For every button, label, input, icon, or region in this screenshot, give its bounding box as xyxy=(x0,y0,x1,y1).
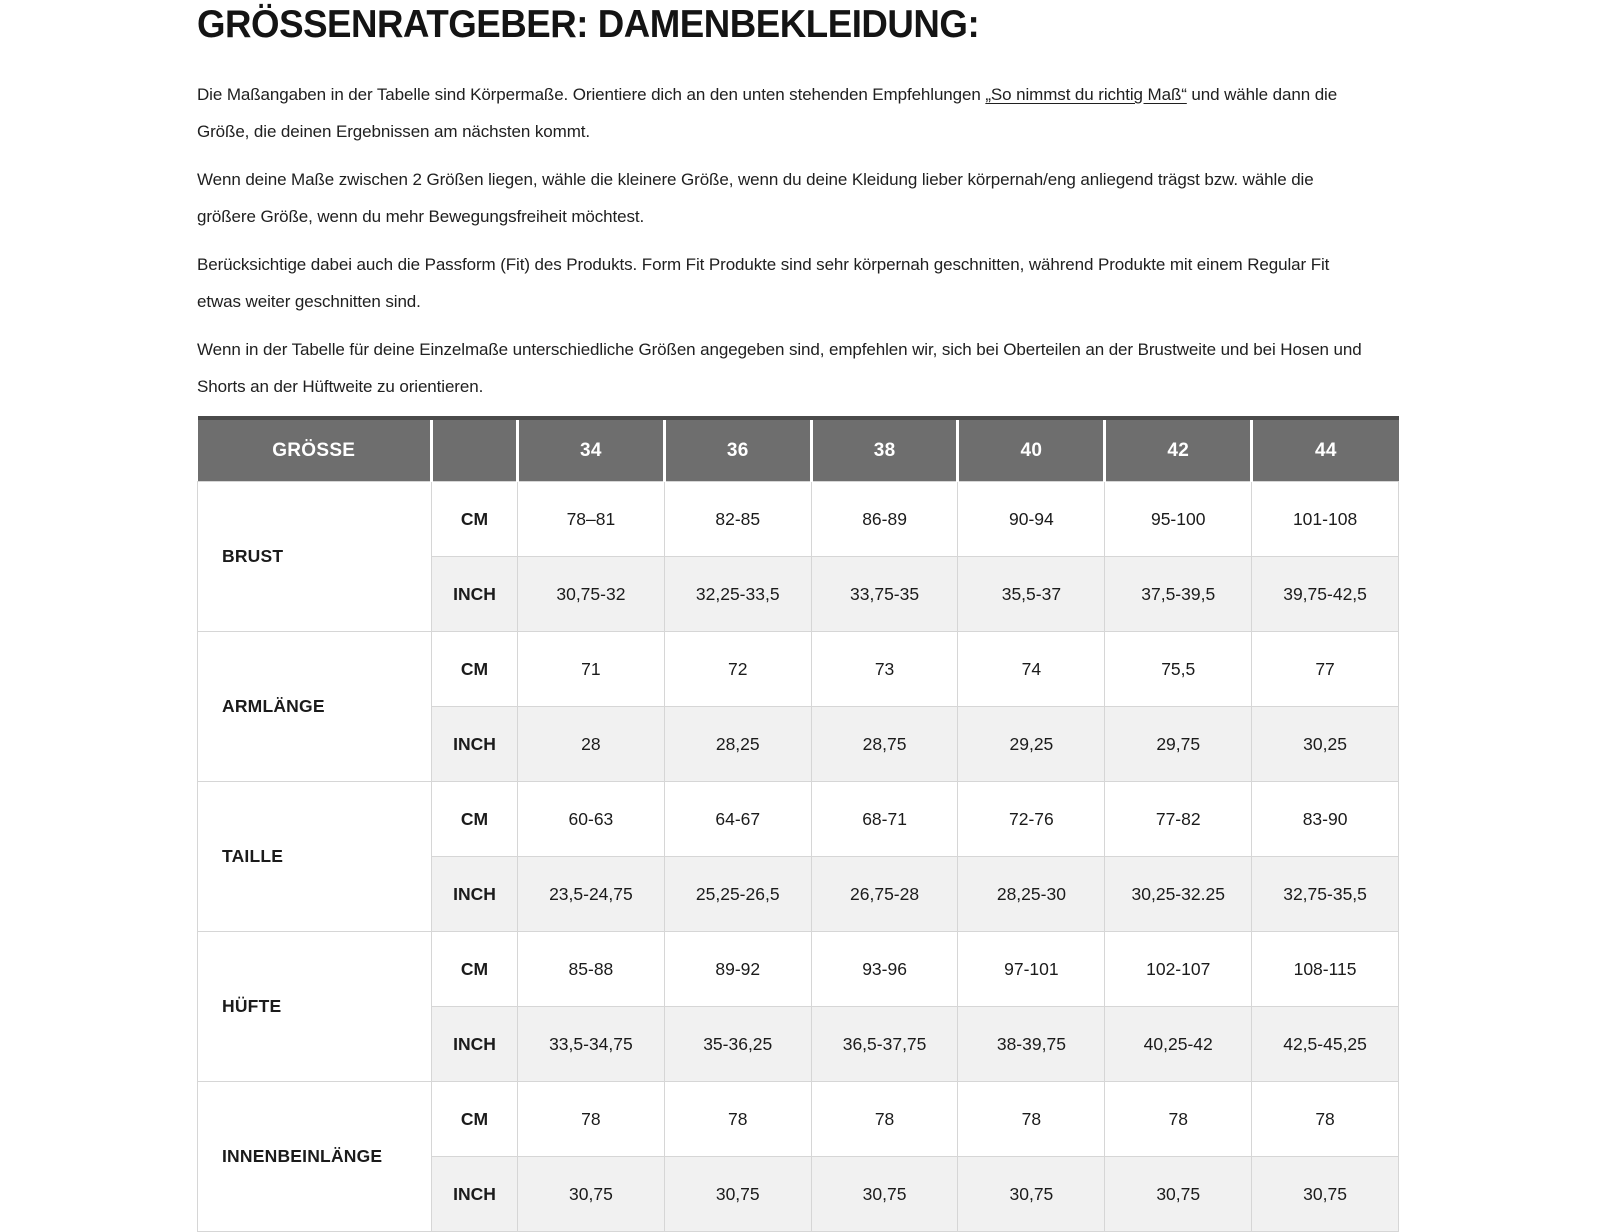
group-label-huefte: HÜFTE xyxy=(198,932,432,1082)
intro-paragraph-1-pre: Die Maßangaben in der Tabelle sind Körpermaße. Orientiere dich an den unten stehenden Empfehlungen xyxy=(197,85,986,104)
value-cell: 23,5-24,75 xyxy=(518,857,665,932)
intro-paragraph-1-post: und wähle dann die Größe, die deinen Ergebnissen am nächsten kommt. xyxy=(197,85,1338,141)
header-size-36: 36 xyxy=(664,418,811,482)
header-size-34: 34 xyxy=(518,418,665,482)
size-guide-page xyxy=(0,4,1399,1232)
value-cell: 30,75 xyxy=(518,1157,665,1232)
group-label-innenbeinlaenge: INNENBEINLÄNGE xyxy=(198,1082,432,1232)
value-cell: 29,25 xyxy=(958,707,1105,782)
value-cell: 37,5-39,5 xyxy=(1105,557,1252,632)
value-cell: 28,25-30 xyxy=(958,857,1105,932)
intro-paragraph-4: Wenn in der Tabelle für deine Einzelmaße unterschiedliche Größen angegeben sind, empfehlen wir, sich bei Oberteilen an der Brustweite und bei Hosen und Shorts an der Hüftweite zu orientieren. xyxy=(197,340,1362,396)
value-cell: 30,75 xyxy=(1105,1157,1252,1232)
innenbeinlaenge-cm-row xyxy=(198,1082,1399,1157)
value-cell: 25,25-26,5 xyxy=(664,857,811,932)
value-cell: 89-92 xyxy=(664,932,811,1007)
intro-paragraph-3: Berücksichtige dabei auch die Passform (Fit) des Produkts. Form Fit Produkte sind sehr körpernah geschnitten, während Produkte mit einem Regular Fit etwas weiter geschnitten sind. xyxy=(197,255,1330,311)
value-cell: 35,5-37 xyxy=(958,557,1105,632)
value-cell: 72 xyxy=(664,632,811,707)
group-label-taille: TAILLE xyxy=(198,782,432,932)
value-cell: 85-88 xyxy=(518,932,665,1007)
value-cell: 93-96 xyxy=(811,932,958,1007)
value-cell: 28,75 xyxy=(811,707,958,782)
unit-label-cm: CM xyxy=(432,782,518,857)
header-size-44: 44 xyxy=(1252,418,1399,482)
value-cell: 30,25-32.25 xyxy=(1105,857,1252,932)
value-cell: 73 xyxy=(811,632,958,707)
value-cell: 95-100 xyxy=(1105,482,1252,557)
value-cell: 68-71 xyxy=(811,782,958,857)
huefte-cm-row xyxy=(198,932,1399,1007)
value-cell: 28,25 xyxy=(664,707,811,782)
value-cell: 102-107 xyxy=(1105,932,1252,1007)
value-cell: 30,75 xyxy=(1252,1157,1399,1232)
value-cell: 77 xyxy=(1252,632,1399,707)
header-grosse-label: GRÖSSE xyxy=(198,418,432,482)
header-size-38: 38 xyxy=(811,418,958,482)
header-size-40: 40 xyxy=(958,418,1105,482)
brust-cm-row xyxy=(198,482,1399,557)
armlaenge-cm-row xyxy=(198,632,1399,707)
size-table-header xyxy=(198,418,1399,482)
unit-label-cm: CM xyxy=(432,1082,518,1157)
unit-label-cm: CM xyxy=(432,932,518,1007)
taille-cm-row xyxy=(198,782,1399,857)
value-cell: 30,75 xyxy=(664,1157,811,1232)
unit-label-inch: INCH xyxy=(432,557,518,632)
page-title: GRÖSSENRATGEBER: DAMENBEKLEIDUNG: xyxy=(197,3,980,46)
value-cell: 33,75-35 xyxy=(811,557,958,632)
value-cell: 30,25 xyxy=(1252,707,1399,782)
unit-label-inch: INCH xyxy=(432,1157,518,1232)
value-cell: 71 xyxy=(518,632,665,707)
value-cell: 101-108 xyxy=(1252,482,1399,557)
value-cell: 78 xyxy=(1252,1082,1399,1157)
measuring-guide-link[interactable]: „So nimmst du richtig Maß“ xyxy=(985,85,1187,104)
unit-label-cm: CM xyxy=(432,482,518,557)
value-cell: 33,5-34,75 xyxy=(518,1007,665,1082)
size-table xyxy=(197,416,1399,1232)
value-cell: 38-39,75 xyxy=(958,1007,1105,1082)
intro-paragraph-1 xyxy=(197,76,1372,150)
unit-label-inch: INCH xyxy=(432,857,518,932)
value-cell: 83-90 xyxy=(1252,782,1399,857)
value-cell: 86-89 xyxy=(811,482,958,557)
value-cell: 108-115 xyxy=(1252,932,1399,1007)
value-cell: 75,5 xyxy=(1105,632,1252,707)
header-size-42: 42 xyxy=(1105,418,1252,482)
intro-text xyxy=(197,76,1372,405)
value-cell: 78 xyxy=(664,1082,811,1157)
value-cell: 82-85 xyxy=(664,482,811,557)
value-cell: 42,5-45,25 xyxy=(1252,1007,1399,1082)
value-cell: 77-82 xyxy=(1105,782,1252,857)
intro-paragraph-2: Wenn deine Maße zwischen 2 Größen liegen, wähle die kleinere Größe, wenn du deine Kleidung lieber körpernah/eng anliegend trägst bzw. wähle die größere Größe, wenn du mehr Bewegungsfreiheit möchtest. xyxy=(197,170,1314,226)
value-cell: 90-94 xyxy=(958,482,1105,557)
group-label-armlaenge: ARMLÄNGE xyxy=(198,632,432,782)
value-cell: 60-63 xyxy=(518,782,665,857)
value-cell: 30,75 xyxy=(811,1157,958,1232)
value-cell: 78 xyxy=(811,1082,958,1157)
value-cell: 72-76 xyxy=(958,782,1105,857)
value-cell: 78–81 xyxy=(518,482,665,557)
value-cell: 78 xyxy=(1105,1082,1252,1157)
value-cell: 28 xyxy=(518,707,665,782)
value-cell: 97-101 xyxy=(958,932,1105,1007)
value-cell: 74 xyxy=(958,632,1105,707)
unit-label-inch: INCH xyxy=(432,1007,518,1082)
unit-label-cm: CM xyxy=(432,632,518,707)
value-cell: 64-67 xyxy=(664,782,811,857)
value-cell: 39,75-42,5 xyxy=(1252,557,1399,632)
value-cell: 26,75-28 xyxy=(811,857,958,932)
value-cell: 78 xyxy=(958,1082,1105,1157)
value-cell: 36,5-37,75 xyxy=(811,1007,958,1082)
group-label-brust: BRUST xyxy=(198,482,432,632)
unit-label-inch: INCH xyxy=(432,707,518,782)
value-cell: 32,25-33,5 xyxy=(664,557,811,632)
value-cell: 30,75-32 xyxy=(518,557,665,632)
value-cell: 30,75 xyxy=(958,1157,1105,1232)
value-cell: 35-36,25 xyxy=(664,1007,811,1082)
value-cell: 78 xyxy=(518,1082,665,1157)
size-table-header-row xyxy=(198,418,1399,482)
value-cell: 32,75-35,5 xyxy=(1252,857,1399,932)
value-cell: 40,25-42 xyxy=(1105,1007,1252,1082)
value-cell: 29,75 xyxy=(1105,707,1252,782)
header-unit-spacer xyxy=(432,418,518,482)
